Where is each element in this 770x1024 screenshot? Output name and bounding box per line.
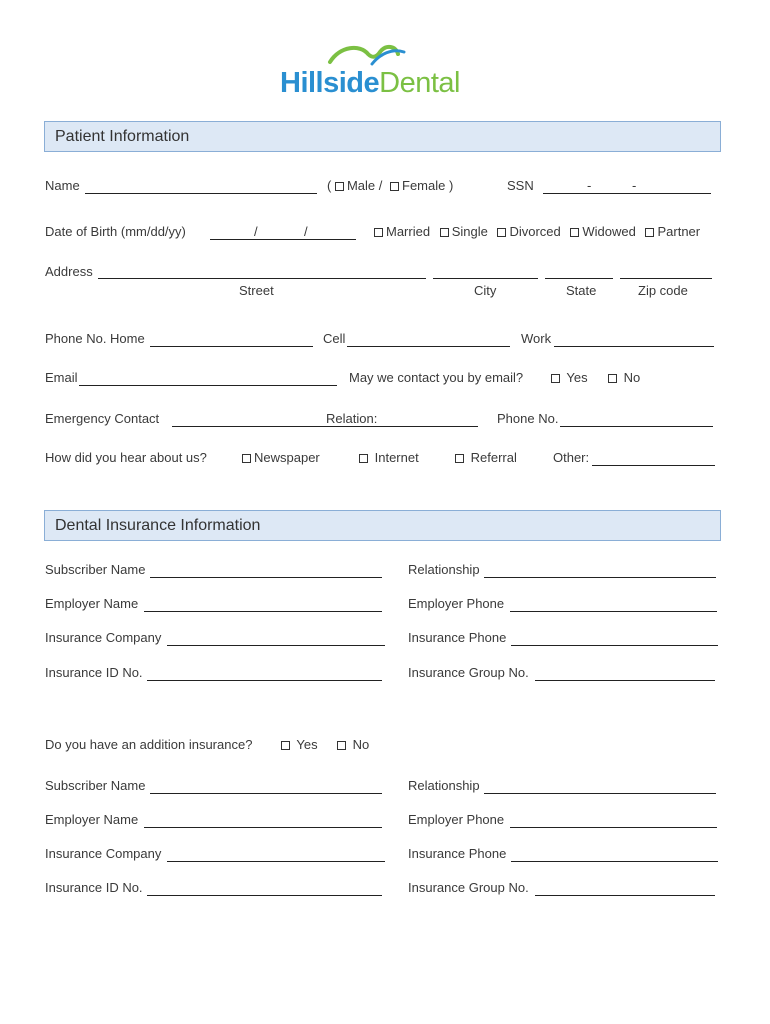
insurance-phone-field[interactable] [511,645,718,646]
subscriber-field[interactable] [150,577,382,578]
ssn-dash-2: - [632,178,637,193]
other-label: Other: [553,450,590,465]
open-paren: ( [327,178,332,193]
dob-slash-2: / [304,224,308,239]
group-no-field-2[interactable] [535,895,715,896]
logo-dental: Dental [379,67,460,99]
widowed-checkbox[interactable] [570,228,579,237]
work-label: Work [521,331,552,346]
gender-group [327,178,453,194]
cell-label: Cell [323,331,346,346]
female-checkbox[interactable] [390,182,399,191]
female-label: Female ) [402,178,454,193]
insurance-phone-label-2: Insurance Phone [408,846,507,861]
relationship-field-2[interactable] [484,793,716,794]
group-no-field[interactable] [535,680,715,681]
street-field[interactable] [98,278,426,279]
state-field[interactable] [545,278,613,279]
insurance-phone-field-2[interactable] [511,861,718,862]
contact-yes-checkbox[interactable] [551,374,560,383]
logo-hillside: Hillside [280,67,380,99]
insurance-company-field[interactable] [167,645,385,646]
insurance-info-title: Dental Insurance Information [55,517,261,534]
zip-field[interactable] [620,278,712,279]
relation-label: Relation: [326,411,378,426]
married-checkbox[interactable] [374,228,383,237]
city-sublabel: City [474,283,497,298]
employer-phone-field-2[interactable] [510,827,717,828]
ssn-field[interactable] [543,193,711,194]
newspaper-option [242,450,320,466]
emergency-contact-label: Emergency Contact [45,411,160,426]
employer-label: Employer Name [45,596,139,611]
employer-field-2[interactable] [144,827,382,828]
hear-about-question: How did you hear about us? [45,450,207,465]
employer-field[interactable] [144,611,382,612]
additional-no-option [337,737,369,753]
contact-question: May we contact you by email? [349,370,524,385]
logo-text [280,66,460,100]
ssn-dash-1: - [587,178,592,193]
newspaper-checkbox[interactable] [242,454,251,463]
contact-no-checkbox[interactable] [608,374,617,383]
subscriber-label-2: Subscriber Name [45,778,146,793]
male-label: Male / [346,178,383,193]
divorced-label: Divorced [509,224,561,239]
insurance-company-field-2[interactable] [167,861,385,862]
single-label: Single [451,224,488,239]
additional-no-checkbox[interactable] [337,741,346,750]
newspaper-label: Newspaper [254,450,320,465]
additional-yes-checkbox[interactable] [281,741,290,750]
married-label: Married [386,224,431,239]
relationship-label: Relationship [408,562,480,577]
partner-label: Partner [657,224,701,239]
single-checkbox[interactable] [440,228,449,237]
internet-checkbox[interactable] [359,454,368,463]
state-sublabel: State [566,283,597,298]
group-no-label: Insurance Group No. [408,665,529,680]
insurance-id-label-2: Insurance ID No. [45,880,143,895]
insurance-company-label-2: Insurance Company [45,846,162,861]
dob-label: Date of Birth (mm/dd/yy) [45,224,186,239]
insurance-phone-label: Insurance Phone [408,630,507,645]
internet-option [359,450,419,466]
additional-yes-label: Yes [296,737,318,752]
divorced-checkbox[interactable] [497,228,506,237]
address-label: Address [45,264,93,279]
hillside-dental-logo [280,40,492,102]
emergency-contact-field[interactable] [172,426,478,427]
employer-phone-field[interactable] [510,611,717,612]
contact-yes-option [551,370,588,386]
insurance-id-field[interactable] [147,680,382,681]
additional-no-label: No [352,737,370,752]
insurance-info-header [44,510,721,541]
referral-label: Referral [470,450,517,465]
other-field[interactable] [592,465,715,466]
insurance-id-label: Insurance ID No. [45,665,143,680]
city-field[interactable] [433,278,538,279]
group-no-label-2: Insurance Group No. [408,880,529,895]
contact-no-option [608,370,640,386]
widowed-label: Widowed [582,224,636,239]
employer-phone-label: Employer Phone [408,596,505,611]
phone-home-field[interactable] [150,346,313,347]
cell-field[interactable] [347,346,510,347]
work-field[interactable] [554,346,714,347]
emergency-phone-field[interactable] [560,426,713,427]
zip-sublabel: Zip code [638,283,688,298]
name-label: Name [45,178,80,193]
referral-checkbox[interactable] [455,454,464,463]
relationship-field[interactable] [484,577,716,578]
emergency-phone-label: Phone No. [497,411,559,426]
subscriber-field-2[interactable] [150,793,382,794]
marital-status-group [374,224,700,240]
additional-yes-option [281,737,318,753]
phone-home-label: Phone No. Home [45,331,145,346]
dob-field[interactable] [210,239,356,240]
employer-phone-label-2: Employer Phone [408,812,505,827]
insurance-company-label: Insurance Company [45,630,162,645]
ssn-label: SSN [507,178,534,193]
patient-info-title: Patient Information [55,128,190,145]
contact-yes-label: Yes [566,370,588,385]
partner-checkbox[interactable] [645,228,654,237]
dob-slash-1: / [254,224,258,239]
internet-label: Internet [374,450,419,465]
male-checkbox[interactable] [335,182,344,191]
name-field[interactable] [85,193,317,194]
email-label: Email [45,370,78,385]
street-sublabel: Street [239,283,274,298]
relationship-label-2: Relationship [408,778,480,793]
referral-option [455,450,517,466]
contact-no-label: No [623,370,641,385]
additional-insurance-question: Do you have an addition insurance? [45,737,253,752]
patient-info-header [44,121,721,152]
insurance-id-field-2[interactable] [147,895,382,896]
email-field[interactable] [79,385,337,386]
employer-label-2: Employer Name [45,812,139,827]
subscriber-label: Subscriber Name [45,562,146,577]
